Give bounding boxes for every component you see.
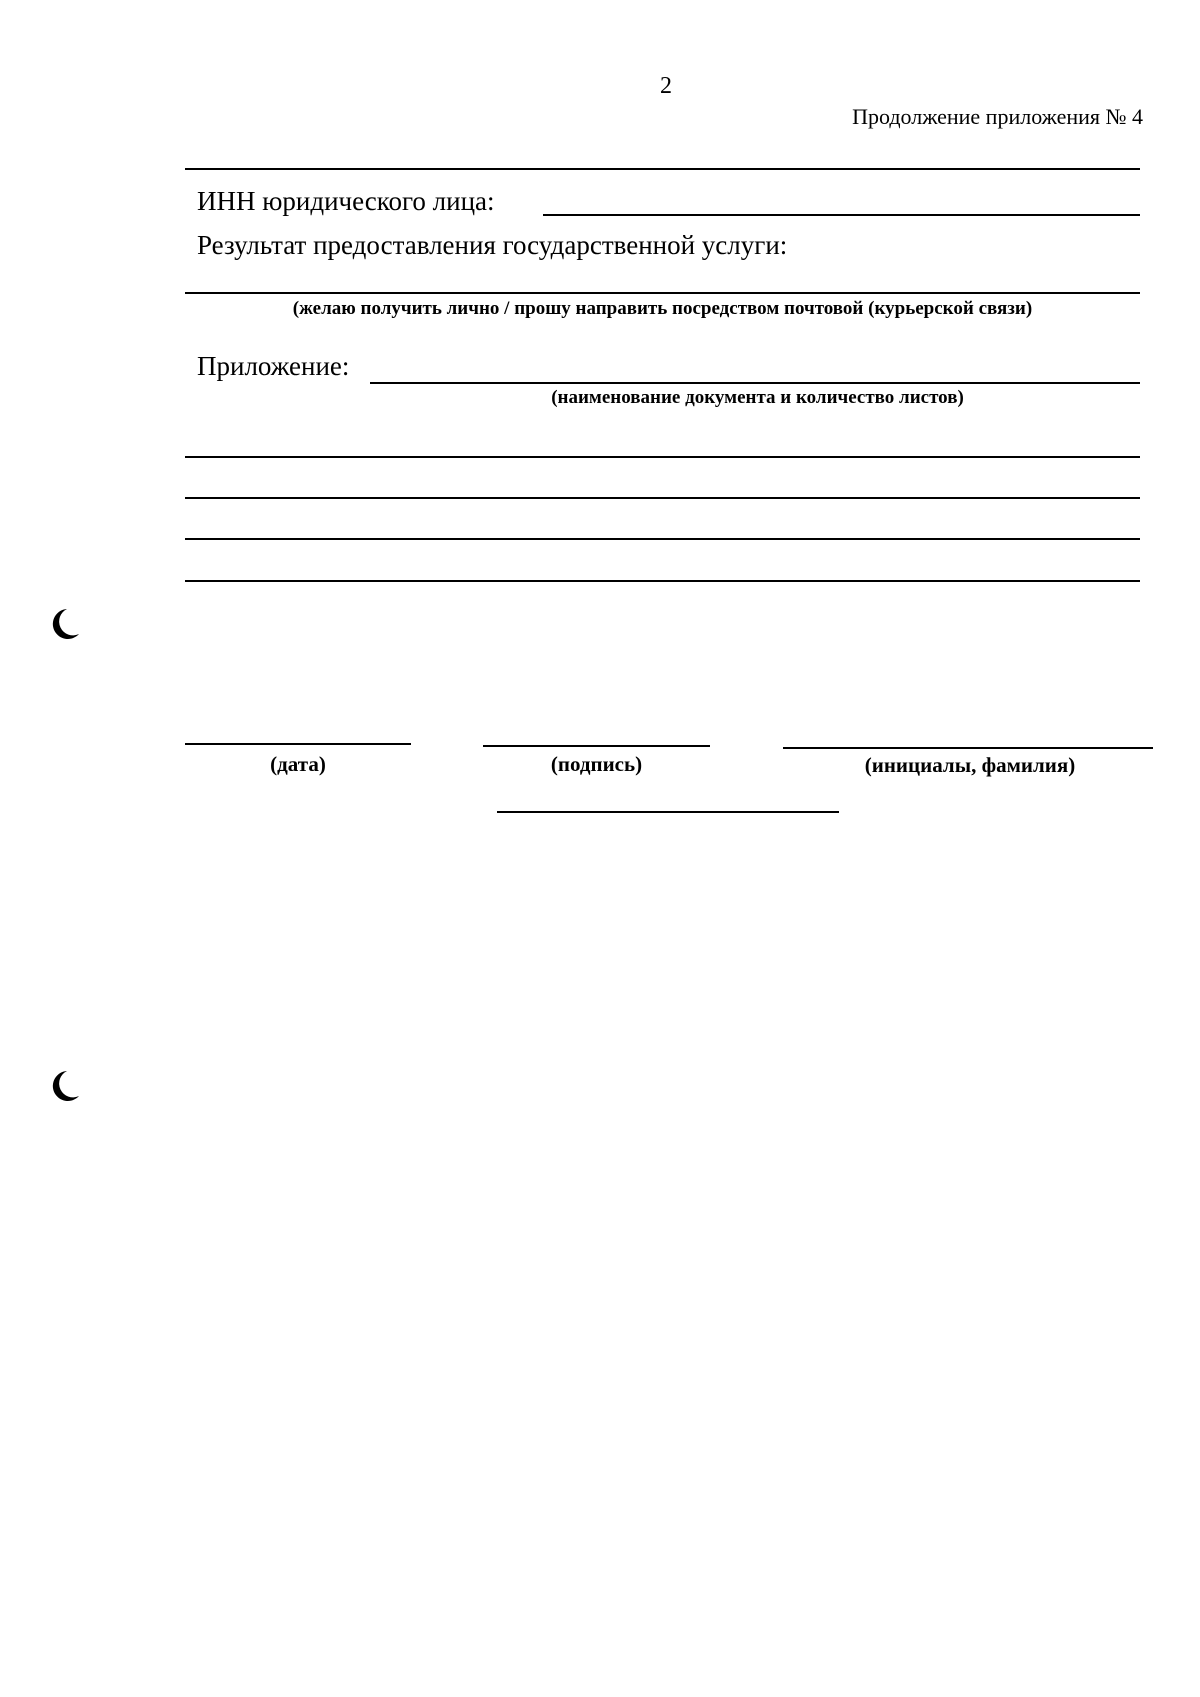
date-line[interactable] <box>185 743 411 745</box>
result-input-line[interactable] <box>185 292 1140 294</box>
blank-line-3[interactable] <box>185 538 1140 540</box>
top-rule <box>185 168 1140 170</box>
result-caption: (желаю получить лично / прошу направить посредством почтовой (курьерской связи) <box>292 298 1033 319</box>
appendix-note: Продолжение приложения № 4 <box>852 104 1143 129</box>
name-line[interactable] <box>783 747 1153 749</box>
blank-line-4[interactable] <box>185 580 1140 582</box>
result-label: Результат предоставления государственной услуги: <box>197 230 788 260</box>
page-number: 2 <box>660 73 672 99</box>
bottom-line[interactable] <box>497 811 839 813</box>
blank-line-2[interactable] <box>185 497 1140 499</box>
date-caption: (дата) <box>270 752 326 776</box>
signature-caption: (подпись) <box>550 752 643 776</box>
attachment-caption: (наименование документа и количество листов) <box>551 387 964 408</box>
inn-label: ИНН юридического лица: <box>197 186 495 216</box>
blank-line-1[interactable] <box>185 456 1140 458</box>
name-caption: (инициалы, фамилия) <box>864 753 1076 777</box>
crescent-icon <box>50 608 80 642</box>
signature-line[interactable] <box>483 745 710 747</box>
attachment-label: Приложение: <box>197 351 350 381</box>
inn-input-line[interactable] <box>543 214 1140 216</box>
crescent-icon <box>50 1070 80 1104</box>
attachment-input-line[interactable] <box>370 382 1140 384</box>
